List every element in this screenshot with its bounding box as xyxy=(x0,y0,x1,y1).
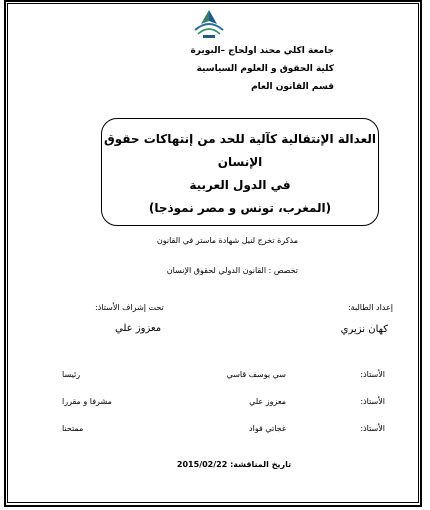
defense-date: 2015/02/22 xyxy=(176,460,228,469)
supervisor-name: معزوز علي xyxy=(115,323,162,334)
title-line-3: (المغرب، تونس و مصر نموذجا) xyxy=(148,201,332,215)
committee-2-label: الأستاذ: xyxy=(360,397,385,406)
student-label: إعداد الطالبة: xyxy=(347,303,393,312)
thesis-purpose: مذكرة تخرج لنيل شهادة ماستر في القانون xyxy=(156,236,298,245)
committee-2-role: مشرفا و مقررا xyxy=(62,397,112,406)
committee-3-name: غجاتي فواد xyxy=(249,424,286,433)
student-name: كهان نزيري xyxy=(340,324,388,335)
department-name: قسم القانون العام xyxy=(251,82,334,92)
supervisor-label: تحت إشراف الأستاذ: xyxy=(95,303,164,312)
title-line-1: العدالة الإنتقالية كآلية للحد من إنتهاكات حقوق الإنسان xyxy=(104,132,376,169)
committee-2-name: معزوز علي xyxy=(249,397,286,406)
thesis-specialty: تخصص : القانون الدولي لحقوق الإنسان xyxy=(166,266,298,275)
title-line-2: في الدول العربية xyxy=(189,178,291,192)
committee-3-label: الأستاذ: xyxy=(360,424,385,433)
faculty-name: كلية الحقوق و العلوم السياسية xyxy=(196,64,334,74)
defense-label: تاريخ المناقشة: xyxy=(230,460,292,469)
university-logo-icon xyxy=(189,8,229,42)
committee-1-label: الأستاذ: xyxy=(360,370,385,379)
defense-date-line xyxy=(174,460,294,469)
university-header xyxy=(114,42,334,96)
university-name: جامعة اكلي محند اولحاج –البويرة xyxy=(190,46,334,56)
thesis-title-box xyxy=(101,118,379,226)
committee-3-role: ممتحنا xyxy=(62,424,84,433)
committee-1-role: رئيسا xyxy=(62,370,81,379)
committee-1-name: سي يوسف قاسي xyxy=(226,370,286,379)
